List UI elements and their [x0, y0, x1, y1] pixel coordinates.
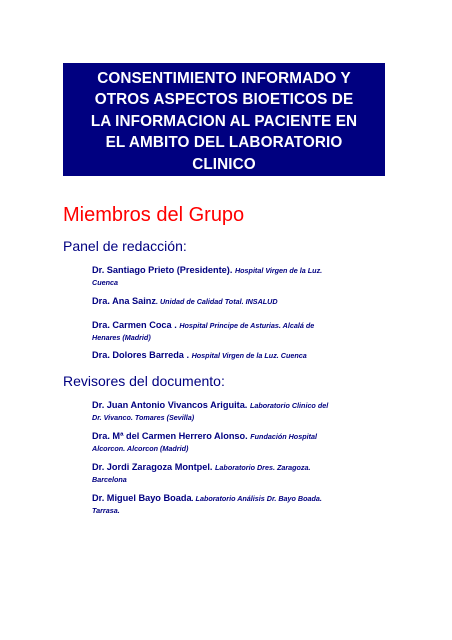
section-title: Miembros del Grupo — [63, 204, 245, 226]
document-title-box — [63, 63, 385, 176]
title-line: LA INFORMACION AL PACIENTE EN — [90, 112, 358, 130]
member-affiliation-cont: Henares (Madrid) — [92, 332, 151, 342]
member-affiliation-cont: Alcorcon. Alcorcon (Madrid) — [92, 443, 189, 453]
member-affiliation-cont: Tarrasa. — [92, 505, 120, 515]
panel-member — [92, 320, 392, 343]
panel-member — [92, 350, 392, 362]
reviewer — [92, 400, 392, 423]
reviewers-heading: Revisores del documento: — [63, 373, 225, 389]
panel-heading: Panel de redacción: — [63, 238, 187, 254]
member-affiliation-cont: Barcelona — [92, 474, 127, 484]
member-name: Dra. Carmen Coca . — [92, 320, 177, 330]
member-name: Dr. Juan Antonio Vivancos Ariguita. — [92, 400, 248, 410]
member-affiliation: Fundación Hospital — [250, 432, 317, 441]
member-name: Dr. Santiago Prieto (Presidente). — [92, 265, 233, 275]
member-name: Dr. Jordi Zaragoza Montpel. — [92, 462, 213, 472]
member-affiliation: . Laboratorio Análisis Dr. Bayo Boada. — [191, 494, 322, 503]
panel-member — [92, 296, 392, 308]
reviewer — [92, 431, 392, 454]
title-line: CONSENTIMIENTO INFORMADO Y — [97, 70, 351, 87]
member-affiliation: Hospital Virgen de la Luz. — [234, 266, 323, 275]
member-affiliation: Hospital Virgen de la Luz. Cuenca — [191, 351, 307, 360]
reviewer — [92, 493, 392, 516]
member-name: Dr. Miguel Bayo Boada — [92, 493, 192, 503]
member-affiliation: Hospital Principe de Asturias. Alcalá de — [179, 321, 315, 330]
member-name: Dra. Ana Sainz — [92, 296, 156, 306]
panel-member — [92, 265, 392, 288]
title-line: CLINICO — [192, 155, 256, 173]
reviewer — [92, 462, 392, 485]
member-affiliation: . Unidad de Calidad Total. INSALUD — [156, 297, 278, 306]
member-name: Dra. Dolores Barreda . — [92, 350, 190, 360]
member-affiliation: Laboratorio Clinico del — [249, 401, 329, 410]
member-affiliation-cont: Dr. Vivanco. Tomares (Sevilla) — [92, 412, 195, 422]
member-affiliation-cont: Cuenca — [92, 277, 118, 287]
title-line: EL AMBITO DEL LABORATORIO — [105, 134, 343, 152]
member-affiliation: Laboratorio Dres. Zaragoza. — [215, 463, 311, 472]
title-line: OTROS ASPECTOS BIOETICOS DE — [94, 91, 354, 109]
member-name: Dra. Mª del Carmen Herrero Alonso. — [92, 431, 248, 441]
